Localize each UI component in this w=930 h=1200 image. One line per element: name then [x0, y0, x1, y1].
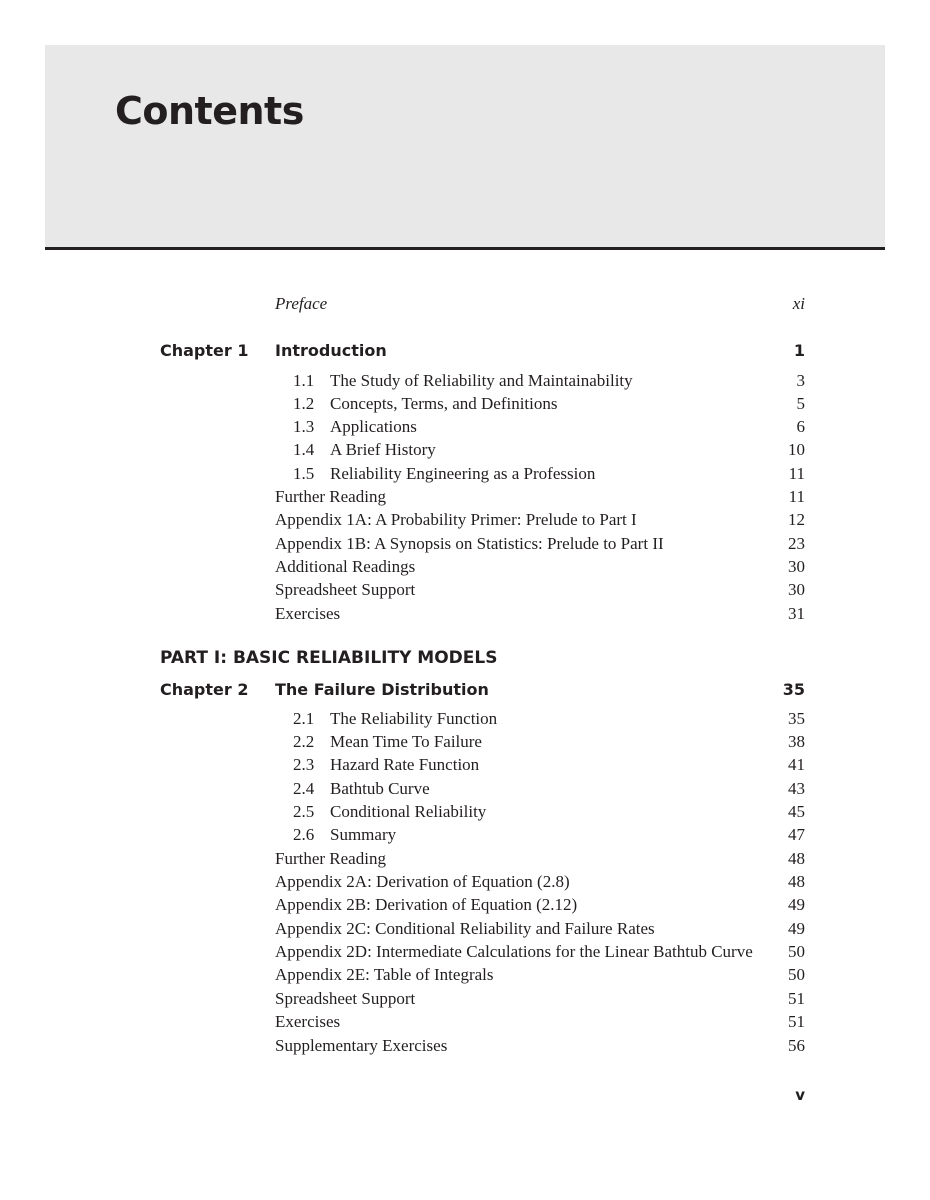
- toc-extra-appendix-2b[interactable]: [0, 894, 930, 916]
- toc-extra-appendix-1b[interactable]: [0, 533, 930, 555]
- extra-page: 11: [788, 487, 805, 506]
- preface-page: xi: [792, 294, 805, 313]
- section-title: Summary: [330, 825, 397, 844]
- extra-title: Appendix 2C: Conditional Reliability and Failure Rates: [275, 919, 655, 938]
- chapter-1-page: 1: [793, 341, 805, 360]
- section-page: 3: [796, 371, 805, 390]
- extra-page: 51: [788, 989, 805, 1008]
- toc-section-2-1[interactable]: [0, 708, 930, 730]
- toc-entry-chapter-2[interactable]: [0, 679, 930, 701]
- toc-extra-exercises-1[interactable]: [0, 603, 930, 625]
- toc-section-2-2[interactable]: [0, 731, 930, 753]
- extra-page: 12: [788, 510, 805, 529]
- toc-section-1-4[interactable]: [0, 439, 930, 461]
- toc-section-2-3[interactable]: [0, 754, 930, 776]
- extra-title: Appendix 2A: Derivation of Equation (2.8): [275, 872, 570, 891]
- toc-entry-preface[interactable]: [0, 293, 930, 315]
- extra-title: Supplementary Exercises: [275, 1036, 448, 1055]
- toc-extra-appendix-2c[interactable]: [0, 918, 930, 940]
- toc-extra-further-reading-1[interactable]: [0, 486, 930, 508]
- preface-label: Preface: [275, 294, 328, 313]
- extra-page: 48: [788, 849, 805, 868]
- section-title: Mean Time To Failure: [330, 732, 482, 751]
- extra-page: 23: [788, 534, 805, 553]
- chapter-2-title: The Failure Distribution: [275, 680, 489, 699]
- extra-title: Further Reading: [275, 849, 386, 868]
- section-page: 43: [788, 779, 805, 798]
- section-number: 2.4: [293, 779, 315, 798]
- extra-page: 48: [788, 872, 805, 891]
- section-page: 11: [788, 464, 805, 483]
- chapter-2-page: 35: [782, 680, 805, 699]
- extra-page: 56: [788, 1036, 805, 1055]
- extra-title: Appendix 1A: A Probability Primer: Prelude to Part I: [275, 510, 637, 529]
- section-number: 2.3: [293, 755, 315, 774]
- toc-extra-supplementary-exercises[interactable]: [0, 1035, 930, 1057]
- section-title: Conditional Reliability: [330, 802, 487, 821]
- toc-extra-appendix-2d[interactable]: [0, 941, 930, 963]
- extra-title: Exercises: [275, 604, 341, 623]
- section-page: 47: [788, 825, 805, 844]
- section-number: 2.1: [293, 709, 315, 728]
- extra-page: 31: [788, 604, 805, 623]
- extra-page: 50: [788, 965, 805, 984]
- section-title: The Study of Reliability and Maintainability: [330, 371, 633, 390]
- extra-page: 30: [788, 580, 805, 599]
- section-page: 5: [796, 394, 805, 413]
- part-1-title: PART I: BASIC RELIABILITY MODELS: [160, 648, 498, 668]
- section-number: 1.4: [293, 440, 315, 459]
- extra-title: Additional Readings: [275, 557, 416, 576]
- extra-title: Spreadsheet Support: [275, 989, 416, 1008]
- extra-page: 49: [788, 895, 805, 914]
- toc-extra-spreadsheet-support-1[interactable]: [0, 579, 930, 601]
- toc-extra-exercises-2[interactable]: [0, 1011, 930, 1033]
- section-page: 45: [788, 802, 805, 821]
- section-title: Concepts, Terms, and Definitions: [330, 394, 558, 413]
- page-title: Contents: [115, 89, 304, 133]
- extra-title: Appendix 1B: A Synopsis on Statistics: Prelude to Part II: [275, 534, 664, 553]
- toc-part-1[interactable]: [0, 647, 930, 669]
- section-title: The Reliability Function: [330, 709, 498, 728]
- section-page: 41: [788, 755, 805, 774]
- extra-title: Further Reading: [275, 487, 386, 506]
- toc-section-2-4[interactable]: [0, 778, 930, 800]
- section-page: 6: [796, 417, 805, 436]
- toc-section-1-3[interactable]: [0, 416, 930, 438]
- section-title: Bathtub Curve: [330, 779, 430, 798]
- toc-extra-appendix-2a[interactable]: [0, 871, 930, 893]
- toc-extra-further-reading-2[interactable]: [0, 848, 930, 870]
- extra-page: 51: [788, 1012, 805, 1031]
- toc-extra-additional-readings[interactable]: [0, 556, 930, 578]
- extra-page: 50: [788, 942, 805, 961]
- toc-section-1-5[interactable]: [0, 463, 930, 485]
- extra-title: Spreadsheet Support: [275, 580, 416, 599]
- toc-entry-chapter-1[interactable]: [0, 340, 930, 362]
- section-title: Hazard Rate Function: [330, 755, 480, 774]
- section-title: A Brief History: [330, 440, 436, 459]
- section-number: 1.5: [293, 464, 315, 483]
- extra-page: 49: [788, 919, 805, 938]
- toc-extra-spreadsheet-support-2[interactable]: [0, 988, 930, 1010]
- toc-section-1-2[interactable]: [0, 393, 930, 415]
- toc-extra-appendix-2e[interactable]: [0, 964, 930, 986]
- toc-section-1-1[interactable]: [0, 370, 930, 392]
- extra-title: Appendix 2E: Table of Integrals: [275, 965, 494, 984]
- toc-extra-appendix-1a[interactable]: [0, 509, 930, 531]
- section-page: 38: [788, 732, 805, 751]
- section-page: 10: [788, 440, 805, 459]
- extra-title: Appendix 2B: Derivation of Equation (2.12): [275, 895, 578, 914]
- section-title: Reliability Engineering as a Profession: [330, 464, 596, 483]
- extra-page: 30: [788, 557, 805, 576]
- extra-title: Exercises: [275, 1012, 341, 1031]
- toc-section-2-6[interactable]: [0, 824, 930, 846]
- section-number: 1.1: [293, 371, 315, 390]
- chapter-1-label: Chapter 1: [160, 341, 249, 360]
- section-number: 1.3: [293, 417, 315, 436]
- section-title: Applications: [330, 417, 417, 436]
- section-number: 2.2: [293, 732, 315, 751]
- toc-section-2-5[interactable]: [0, 801, 930, 823]
- section-number: 2.6: [293, 825, 315, 844]
- page-folio: v: [795, 1086, 805, 1104]
- section-number: 2.5: [293, 802, 315, 821]
- section-number: 1.2: [293, 394, 315, 413]
- section-page: 35: [788, 709, 805, 728]
- extra-title: Appendix 2D: Intermediate Calculations for the Linear Bathtub Curve: [275, 942, 753, 961]
- chapter-2-label: Chapter 2: [160, 680, 249, 699]
- chapter-1-title: Introduction: [275, 341, 387, 360]
